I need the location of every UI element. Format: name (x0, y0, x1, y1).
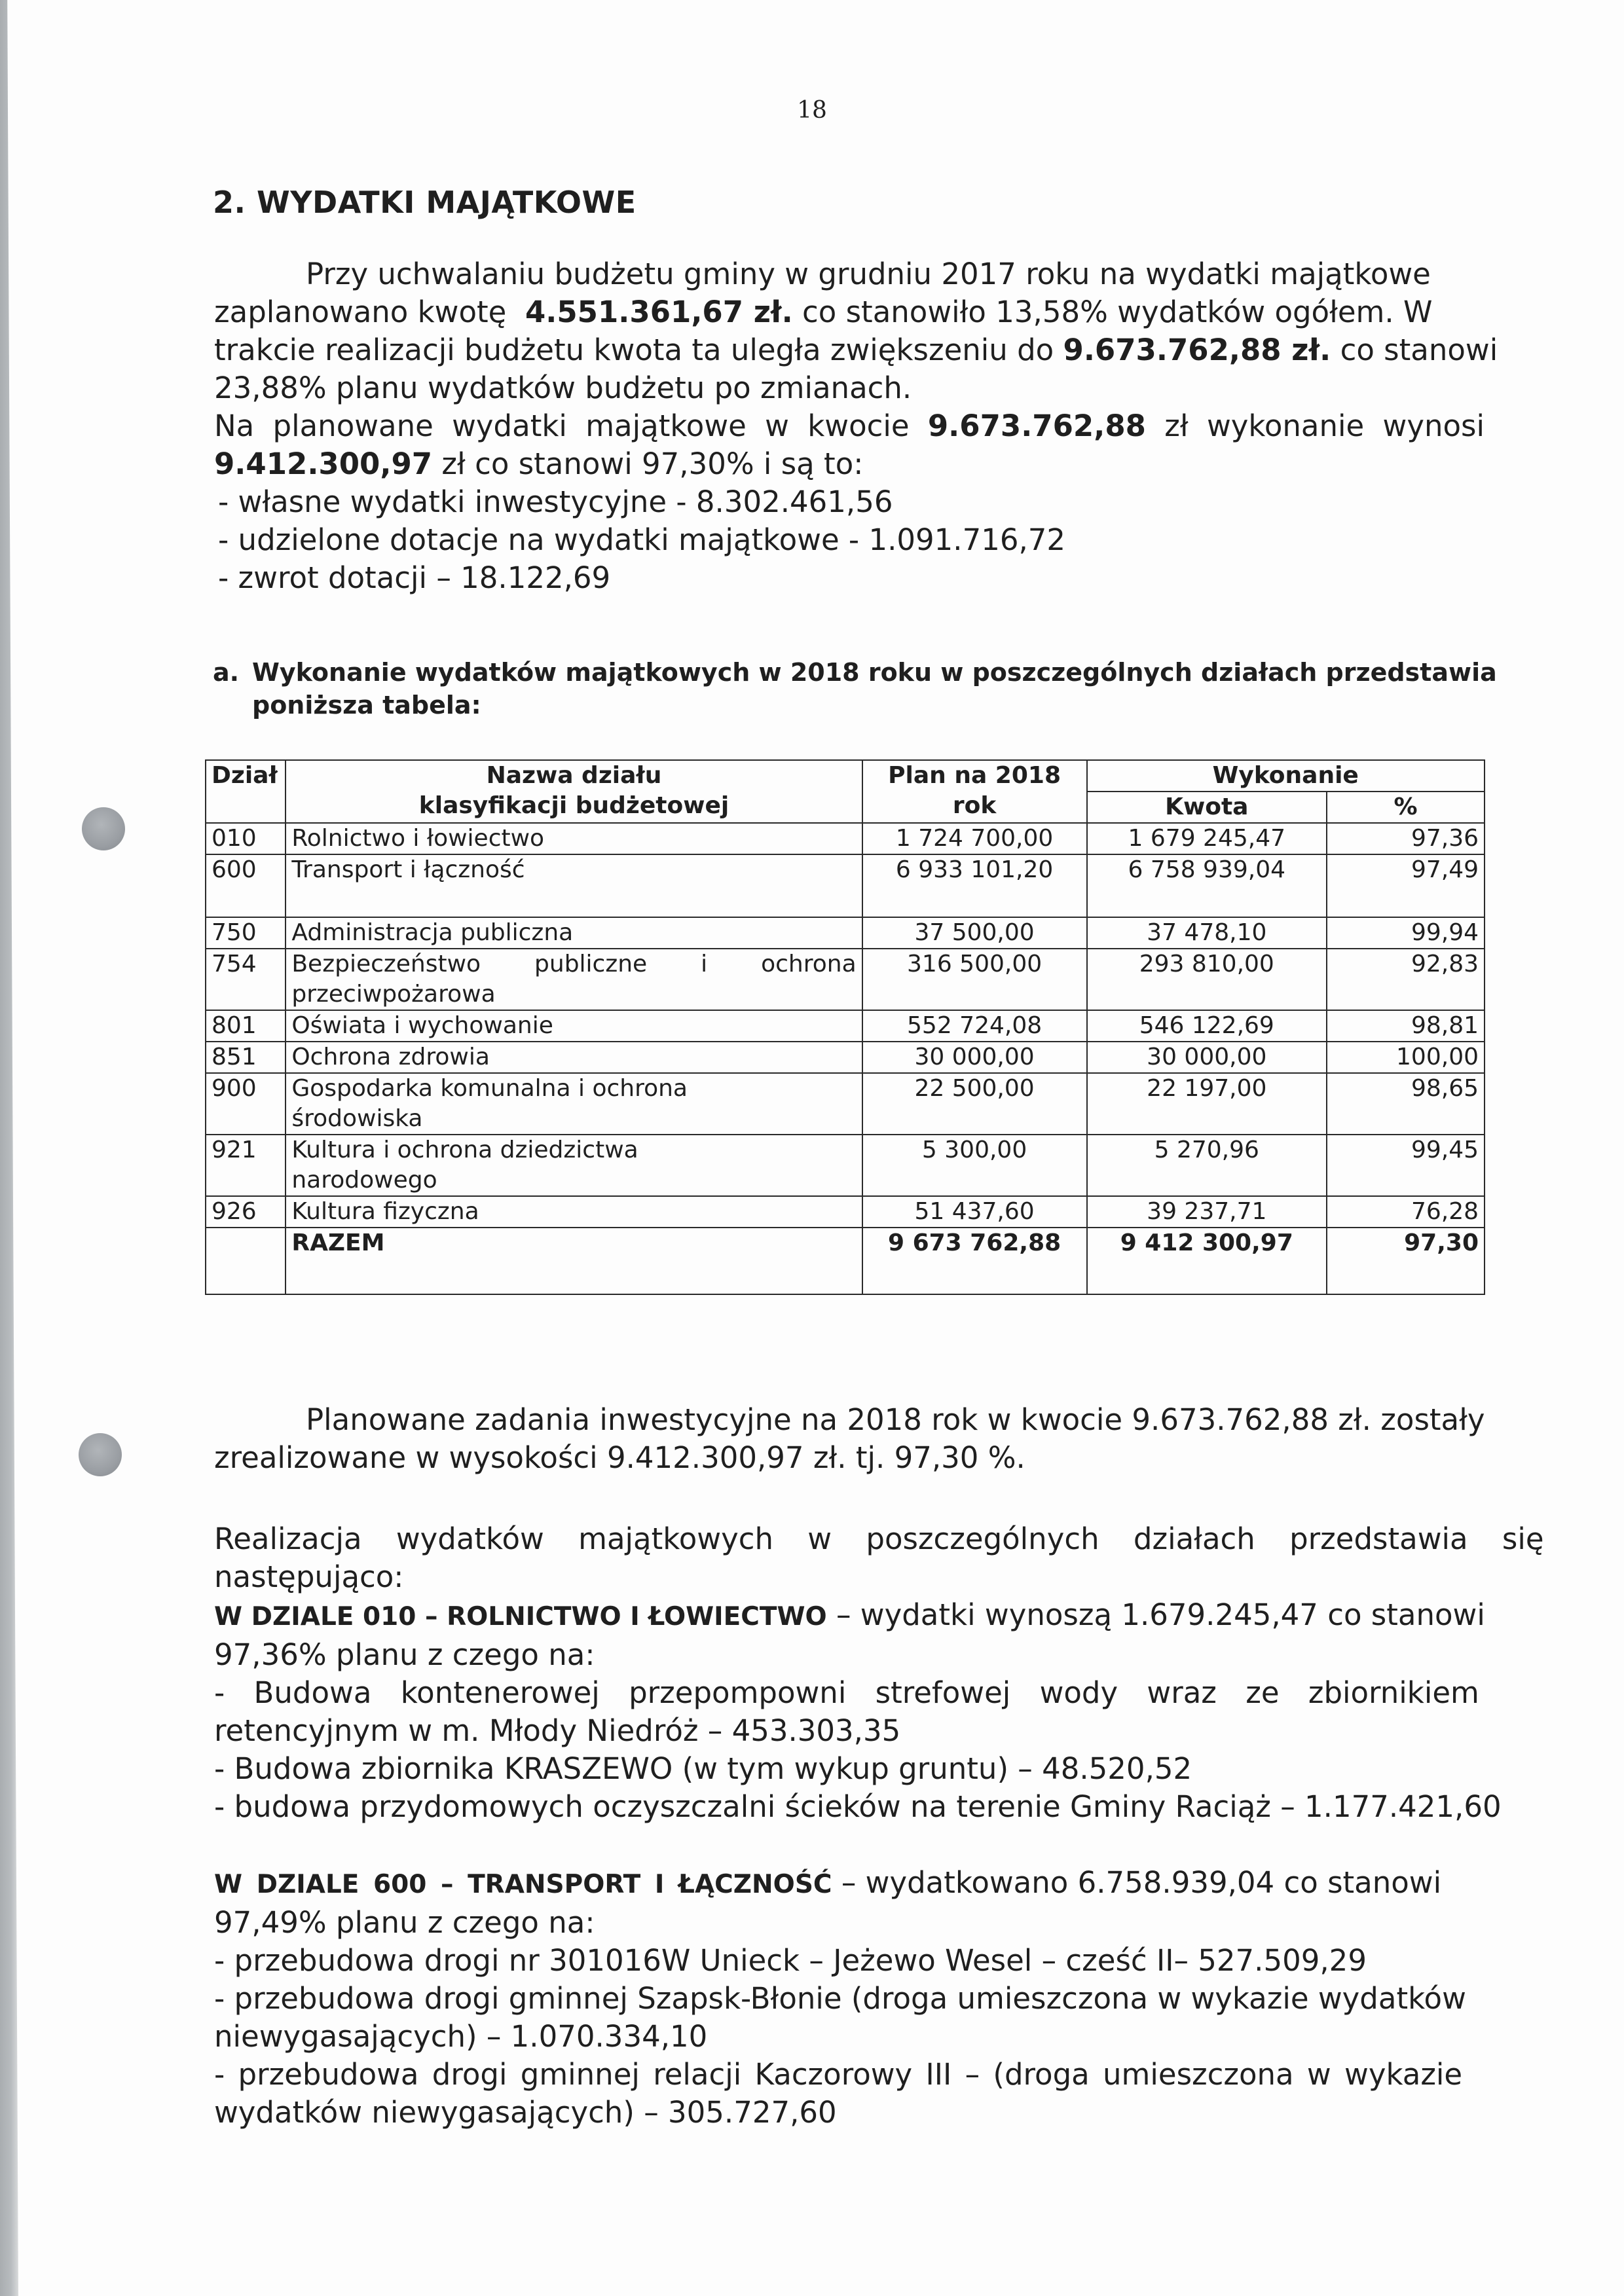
header-wykonanie: Wykonanie (1087, 760, 1485, 792)
realization-line-2: następująco: (214, 1559, 404, 1594)
intro-line-6: 9.412.300,97 zł co stanowi 97,30% i są to: (214, 446, 864, 481)
table-row: 600 Transport i łączność 6 933 101,20 6 758 939,04 97,49 (206, 854, 1485, 917)
list-item: - przebudowa drogi nr 301016W Unieck – Jeżewo Wesel – cześć II– 527.509,29 (214, 1943, 1367, 1978)
caption-label: a. (213, 658, 240, 687)
breakdown-item: - udzielone dotacje na wydatki majątkowe - 1.091.716,72 (218, 522, 1066, 557)
revised-plan-amount: 9.673.762,88 zł. (1063, 333, 1331, 367)
dzial-010-heading: W DZIALE 010 – ROLNICTWO I ŁOWIECTWO (214, 1602, 827, 1631)
list-item: - przebudowa drogi gminnej relacji Kaczorowy III – (droga umieszczona w wykazie (214, 2057, 1463, 2092)
header-pct: % (1327, 792, 1485, 823)
summary-paragraph (214, 1401, 1494, 1477)
section-title: 2. WYDATKI MAJĄTKOWE (213, 185, 637, 220)
intro-line-1: Przy uchwalaniu budżetu gminy w grudniu 2017 roku na wydatki majątkowe (306, 257, 1431, 291)
punch-hole-icon (79, 1433, 122, 1476)
dzial-600-heading: W DZIALE 600 – TRANSPORT I ŁĄCZNOŚĆ (214, 1870, 832, 1899)
table-row: 754 Bezpieczeństwo publiczne i ochrona przeciwpożarowa 316 500,00 293 810,00 92,83 (206, 949, 1485, 1010)
breakdown-item: - zwrot dotacji – 18.122,69 (218, 560, 611, 595)
intro-paragraph (214, 255, 1498, 597)
table-caption: a. Wykonanie wydatków majątkowych w 2018 roku w poszczególnych działach przedstawia poniższa tabela: (213, 656, 1497, 721)
executed-amount: 9.412.300,97 (214, 446, 433, 481)
summary-line-2: zrealizowane w wysokości 9.412.300,97 zł. tj. 97,30 %. (214, 1440, 1025, 1475)
table-row: 750 Administracja publiczna 37 500,00 37 478,10 99,94 (206, 917, 1485, 949)
header-dzial: Dział (206, 760, 286, 823)
intro-line-3: trakcie realizacji budżetu kwota ta uległa zwiększeniu do 9.673.762,88 zł. co stanowi (214, 333, 1498, 367)
list-item: - Budowa kontenerowej przepompowni strefowej wody wraz ze zbiornikiem (214, 1675, 1479, 1710)
table-row: 010 Rolnictwo i łowiectwo 1 724 700,00 1 679 245,47 97,36 (206, 823, 1485, 854)
punch-hole-icon (82, 807, 125, 850)
capital-expenditure-table (205, 759, 1485, 1295)
realization-line-1: Realizacja wydatków majątkowych w poszczególnych działach przedstawia się (214, 1522, 1544, 1556)
intro-line-5: Na planowane wydatki majątkowe w kwocie 9.673.762,88 zł wykonanie wynosi (214, 409, 1485, 443)
realization-section: Realizacja wydatków majątkowych w poszczególnych działach przedstawia się następująco: W DZIALE 010 – ROLNICTWO I ŁOWIECTWO – wydatki wynoszą 1.679.245,47 co stanowi 97,36% planu z czego na: - Budowa kontenerowej przepompowni strefowej wody wraz ze zbiornikiem retencyjnym w m. Młody Niedróż – 453.303,35 - Budowa zbiornika KRASZEWO (w tym wykup gruntu) – 48.520,52 - budowa przydomowych oczyszczalni ścieków na terenie Gminy Raciąż – 1.177.421,60 W DZIALE 600 – TRANSPORT I ŁĄCZNOŚĆ – wydatkowano 6.758.939,04 co stanowi 97,49% planu z czego na: - przebudowa drogi nr 301016W Unieck – Jeżewo Wesel – cześć II– 527.509,29 - przebudowa drogi gminnej Szapsk-Błonie (droga umieszczona w wykazie wydatków niewygasających) – 1.070.334,10 - przebudowa drogi gminnej relacji Kaczorowy III – (droga umieszczona w wykazie wydatków niewygasających) – 305.727,60 (214, 1520, 1494, 2132)
header-nazwa: Nazwa działu klasyfikacji budżetowej (286, 760, 862, 823)
table-row: 801 Oświata i wychowanie 552 724,08 546 122,69 98,81 (206, 1010, 1485, 1042)
table-row: 900 Gospodarka komunalna i ochrona środowiska 22 500,00 22 197,00 98,65 (206, 1073, 1485, 1135)
intro-line-4: 23,88% planu wydatków budżetu po zmianach. (214, 371, 912, 405)
list-item-continuation: niewygasających) – 1.070.334,10 (214, 2019, 708, 2054)
dzial-600-heading-line: W DZIALE 600 – TRANSPORT I ŁĄCZNOŚĆ – wydatkowano 6.758.939,04 co stanowi (214, 1865, 1442, 1900)
breakdown-item: - własne wydatki inwestycyjne - 8.302.461,56 (218, 484, 893, 519)
list-item: - przebudowa drogi gminnej Szapsk-Błonie (droga umieszczona w wykazie wydatków (214, 1981, 1466, 2016)
dzial-010-heading-line: W DZIALE 010 – ROLNICTWO I ŁOWIECTWO – wydatki wynoszą 1.679.245,47 co stanowi (214, 1597, 1485, 1632)
table-total-row: RAZEM 9 673 762,88 9 412 300,97 97,30 (206, 1228, 1485, 1294)
table-row: 926 Kultura fizyczna 51 437,60 39 237,71 76,28 (206, 1196, 1485, 1228)
list-item: - budowa przydomowych oczyszczalni ścieków na terenie Gminy Raciąż – 1.177.421,60 (214, 1789, 1502, 1824)
header-kwota: Kwota (1087, 792, 1327, 823)
list-item: - Budowa zbiornika KRASZEWO (w tym wykup gruntu) – 48.520,52 (214, 1751, 1192, 1786)
header-plan: Plan na 2018 rok (862, 760, 1087, 823)
table-row: 851 Ochrona zdrowia 30 000,00 30 000,00 100,00 (206, 1042, 1485, 1073)
intro-line-2: zaplanowano kwotę 4.551.361,67 zł. co stanowiło 13,58% wydatków ogółem. W (214, 295, 1433, 329)
list-item-continuation: wydatków niewygasających) – 305.727,60 (214, 2095, 837, 2130)
initial-plan-amount: 4.551.361,67 zł. (525, 295, 793, 329)
list-item-continuation: retencyjnym w m. Młody Niedróż – 453.303,35 (214, 1713, 901, 1748)
table-row: 921 Kultura i ochrona dziedzictwa narodowego 5 300,00 5 270,96 99,45 (206, 1135, 1485, 1196)
page-number: 18 (797, 97, 827, 124)
summary-line-1: Planowane zadania inwestycyjne na 2018 rok w kwocie 9.673.762,88 zł. zostały (306, 1402, 1485, 1437)
scan-edge-shadow (0, 0, 18, 2296)
planned-amount: 9.673.762,88 (927, 409, 1146, 443)
